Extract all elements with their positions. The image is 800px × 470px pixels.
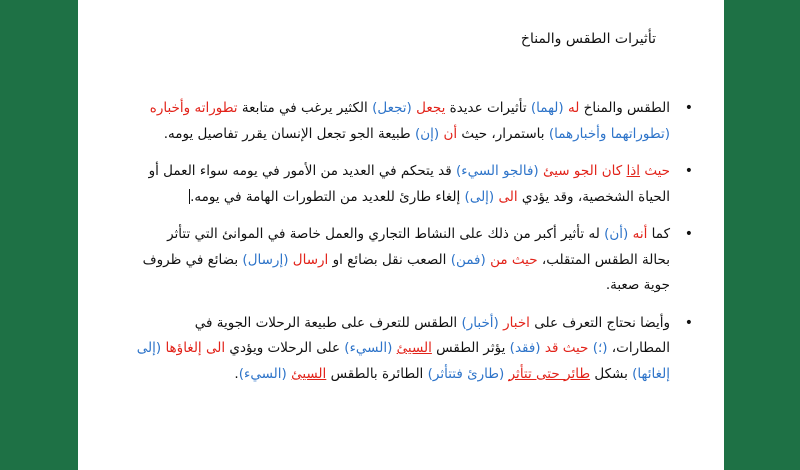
correction-suggestion: (تطوراتهما وأخبارهما): [548, 125, 670, 142]
text-segment: الكثير يرغب في متابعة: [237, 100, 373, 116]
text-segment: باستمرار، حيث: [457, 125, 549, 142]
correction-suggestion: (إن): [414, 125, 440, 142]
bullet-icon: •: [684, 163, 693, 179]
error-word: السيئ: [396, 340, 432, 356]
error-word: الى: [498, 188, 518, 205]
error-word: حيث قد: [544, 340, 589, 356]
error-word: السيئ: [291, 365, 327, 382]
correction-suggestion: (طارئ فتتأثر): [427, 365, 505, 382]
error-word: له: [567, 100, 580, 116]
correction-suggestion: (أن): [604, 226, 629, 242]
error-word: حيث من: [490, 251, 538, 268]
paragraph-list: [136, 96, 693, 399]
text-segment: الطقس والمناخ: [579, 100, 670, 116]
error-word: طائر حتى تتأثر: [508, 365, 591, 382]
text-segment: قد يتحكم في العديد من الأمور في يومه سواء العمل أو الحياة الشخصية، وقد يؤدي: [148, 163, 670, 205]
correction-suggestion: (أخبار): [461, 314, 499, 331]
paragraph-item: [136, 159, 693, 210]
text-segment: يؤثر الطقس: [431, 340, 510, 356]
document-title: تأثيرات الطقس والمناخ: [520, 31, 656, 47]
error-word: أن: [443, 125, 458, 142]
error-word: ارسال: [292, 251, 329, 268]
text-segment: كما: [647, 226, 670, 242]
paragraph-item: [136, 222, 693, 299]
error-word: اخبار: [503, 314, 530, 331]
correction-suggestion: (إرسال): [242, 251, 289, 268]
error-word: أنه: [632, 226, 648, 242]
correction-suggestion: (لهما): [530, 100, 564, 116]
correction-suggestion: (فالجو السيء): [455, 163, 539, 179]
bullet-icon: •: [684, 226, 693, 242]
paragraph-item: [136, 96, 693, 147]
text-segment: بضائع في ظروف جوية صعبة.: [142, 251, 670, 293]
text-segment: الطائرة بالطقس: [326, 365, 428, 382]
correction-suggestion: (السيء): [344, 340, 393, 356]
text-segment: الطقس للتعرف على طبيعة الرحلات الجوية في المطارات،: [194, 314, 670, 356]
text-segment: إلغاء طارئ للعديد من التطورات الهامة في يومه.: [190, 188, 465, 205]
error-word: حيث: [640, 163, 670, 179]
text-segment: تأثيرات عديدة: [445, 100, 531, 116]
document-page: [78, 0, 724, 470]
correction-suggestion: (إلى إلغائها): [136, 340, 670, 382]
bullet-icon: •: [684, 100, 693, 116]
text-segment: وأيضا نحتاج التعرف على: [529, 314, 670, 331]
text-segment: طبيعة الجو تجعل الإنسان يقرر تفاصيل يومه.: [163, 125, 415, 142]
correction-suggestion: (فقد): [509, 340, 541, 356]
error-word: الى إلغاؤها: [165, 340, 226, 356]
correction-suggestion: (السيء): [238, 365, 287, 382]
text-segment: له تأثير أكبر من ذلك على النشاط التجاري والعمل خاصة في الموانئ التي تتأثر بحالة الطقس المتقلب،: [167, 226, 670, 268]
error-word: تطوراته وأخباره: [149, 100, 238, 116]
correction-suggestion: (إلى): [464, 188, 495, 205]
text-segment: .: [234, 365, 239, 382]
correction-suggestion: (؛): [592, 340, 608, 356]
error-word: يجعل: [416, 100, 446, 116]
correction-suggestion: (فمن): [450, 251, 486, 268]
error-word: كان الجو سيئ: [542, 163, 627, 179]
bullet-icon: •: [684, 314, 693, 331]
text-segment: بشكل: [590, 365, 633, 382]
paragraph-item: [136, 311, 693, 388]
error-word: اذا: [626, 163, 641, 179]
text-segment: على الرحلات ويؤدي: [225, 340, 345, 356]
text-segment: الصعب نقل بضائع او: [328, 251, 451, 268]
correction-suggestion: (تجعل): [372, 100, 412, 116]
